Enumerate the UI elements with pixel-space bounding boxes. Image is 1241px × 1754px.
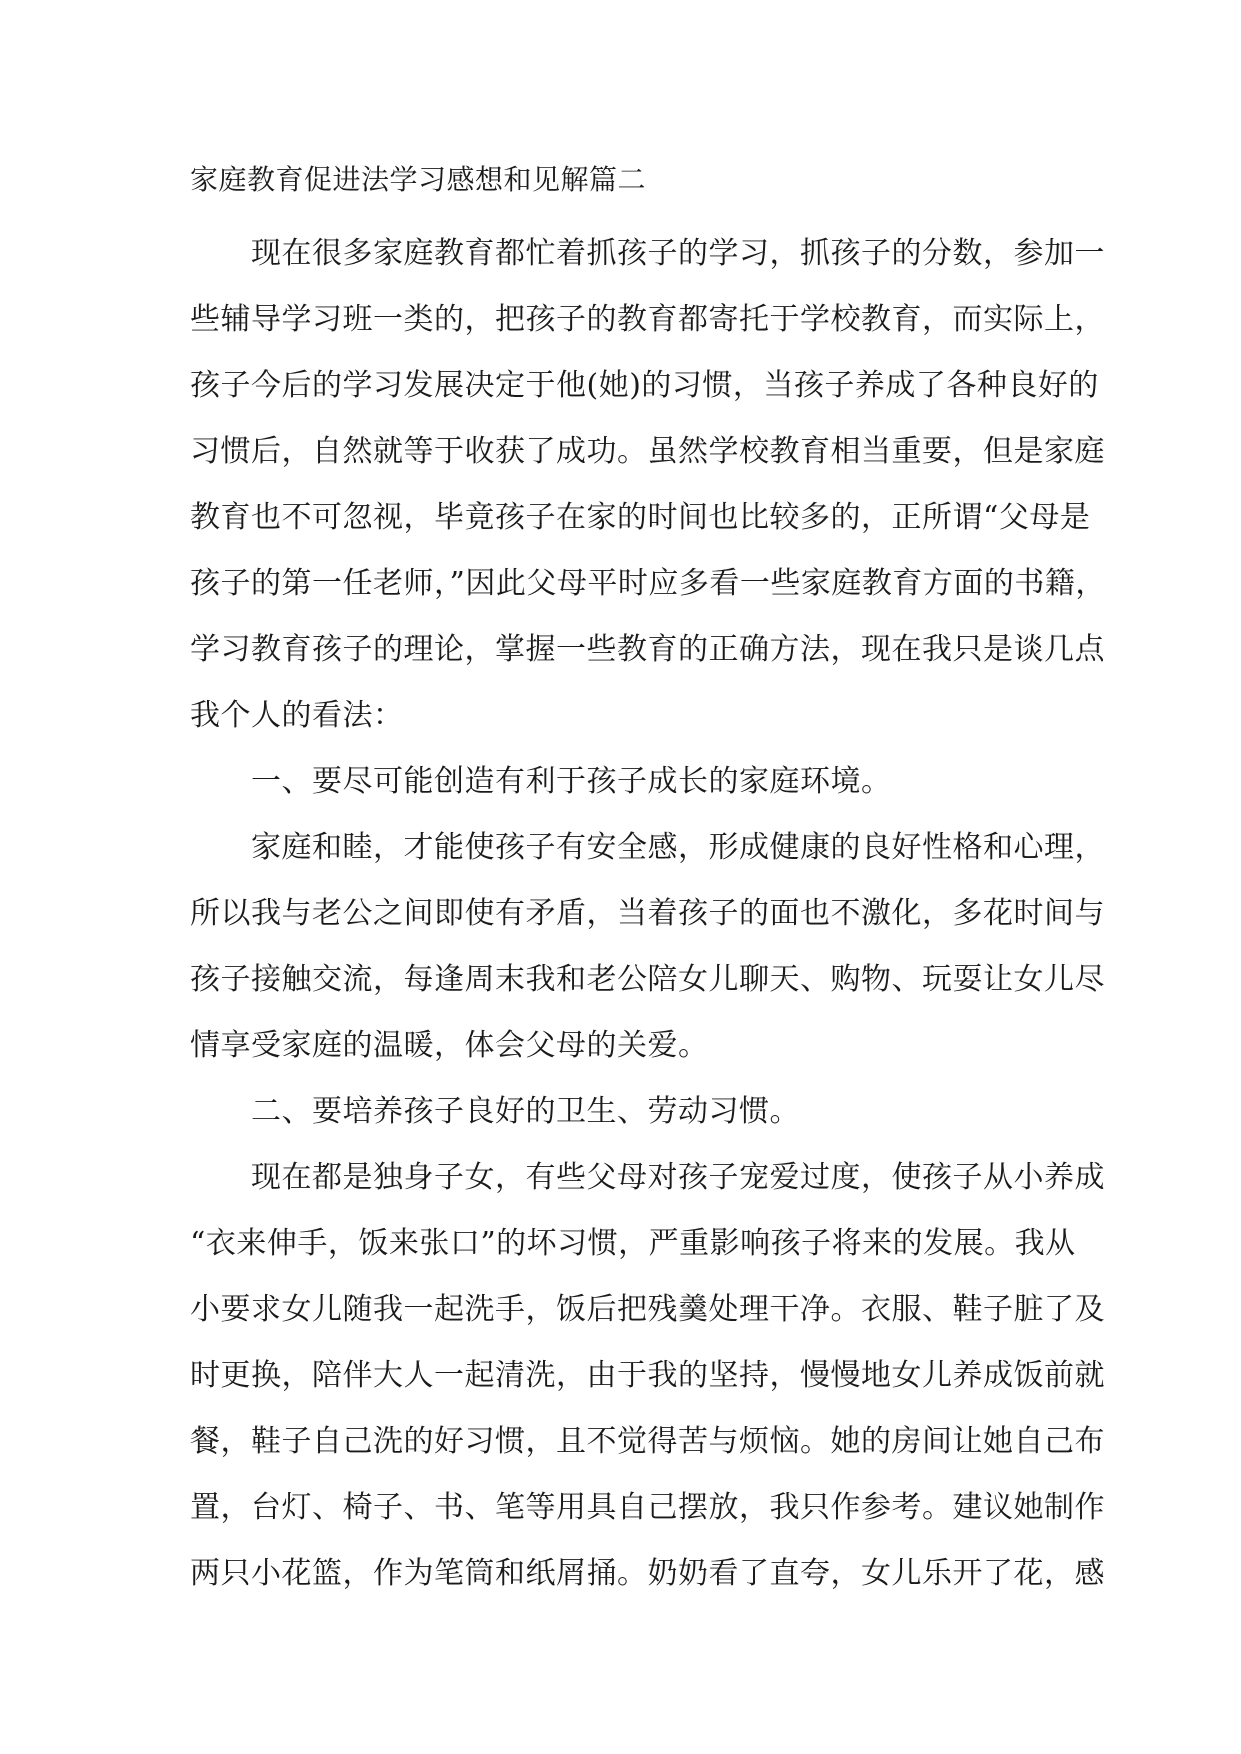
- document-title: 家庭教育促进法学习感想和见解篇二: [190, 163, 647, 196]
- paragraph-line: 家庭和睦，才能使孩子有安全感，形成健康的良好性格和心理，: [190, 830, 1105, 865]
- paragraph-line: “衣来伸手，饭来张口”的坏习惯，严重影响孩子将来的发展。我从: [190, 1226, 1076, 1261]
- paragraph-line: 孩子今后的学习发展决定于他(她)的习惯，当孩子养成了各种良好的: [190, 368, 1099, 403]
- paragraph-line: 情享受家庭的温暖，体会父母的关爱。: [190, 1028, 709, 1063]
- paragraph-line: 餐，鞋子自己洗的好习惯，且不觉得苦与烦恼。她的房间让她自己布: [190, 1424, 1105, 1459]
- paragraph-line: 些辅导学习班一类的，把孩子的教育都寄托于学校教育，而实际上，: [190, 302, 1105, 337]
- paragraph-line: 所以我与老公之间即使有矛盾，当着孩子的面也不激化，多花时间与: [190, 896, 1105, 931]
- section-heading: 二、要培养孩子良好的卫生、劳动习惯。: [190, 1094, 800, 1129]
- paragraph-line: 两只小花篮，作为笔筒和纸屑捅。奶奶看了直夸，女儿乐开了花，感: [190, 1556, 1105, 1591]
- paragraph-line: 置，台灯、椅子、书、笔等用具自己摆放，我只作参考。建议她制作: [190, 1490, 1105, 1525]
- paragraph-line: 现在都是独身子女，有些父母对孩子宠爱过度，使孩子从小养成: [190, 1160, 1105, 1195]
- paragraph-line: 我个人的看法：: [190, 698, 404, 733]
- section-heading: 一、要尽可能创造有利于孩子成长的家庭环境。: [190, 764, 892, 799]
- paragraph-line: 习惯后，自然就等于收获了成功。虽然学校教育相当重要，但是家庭: [190, 434, 1105, 469]
- paragraph-line: 学习教育孩子的理论，掌握一些教育的正确方法，现在我只是谈几点: [190, 632, 1105, 667]
- paragraph-line: 小要求女儿随我一起洗手，饭后把残羹处理干净。衣服、鞋子脏了及: [190, 1292, 1105, 1327]
- paragraph-line: 时更换，陪伴大人一起清洗，由于我的坚持，慢慢地女儿养成饭前就: [190, 1358, 1105, 1393]
- paragraph-line: 孩子接触交流，每逢周末我和老公陪女儿聊天、购物、玩耍让女儿尽: [190, 962, 1105, 997]
- paragraph-line: 教育也不可忽视，毕竟孩子在家的时间也比较多的，正所谓“父母是: [190, 500, 1091, 535]
- paragraph-line: 孩子的第一任老师，”因此父母平时应多看一些家庭教育方面的书籍，: [190, 566, 1106, 601]
- paragraph-line: 现在很多家庭教育都忙着抓孩子的学习，抓孩子的分数，参加一: [190, 236, 1105, 271]
